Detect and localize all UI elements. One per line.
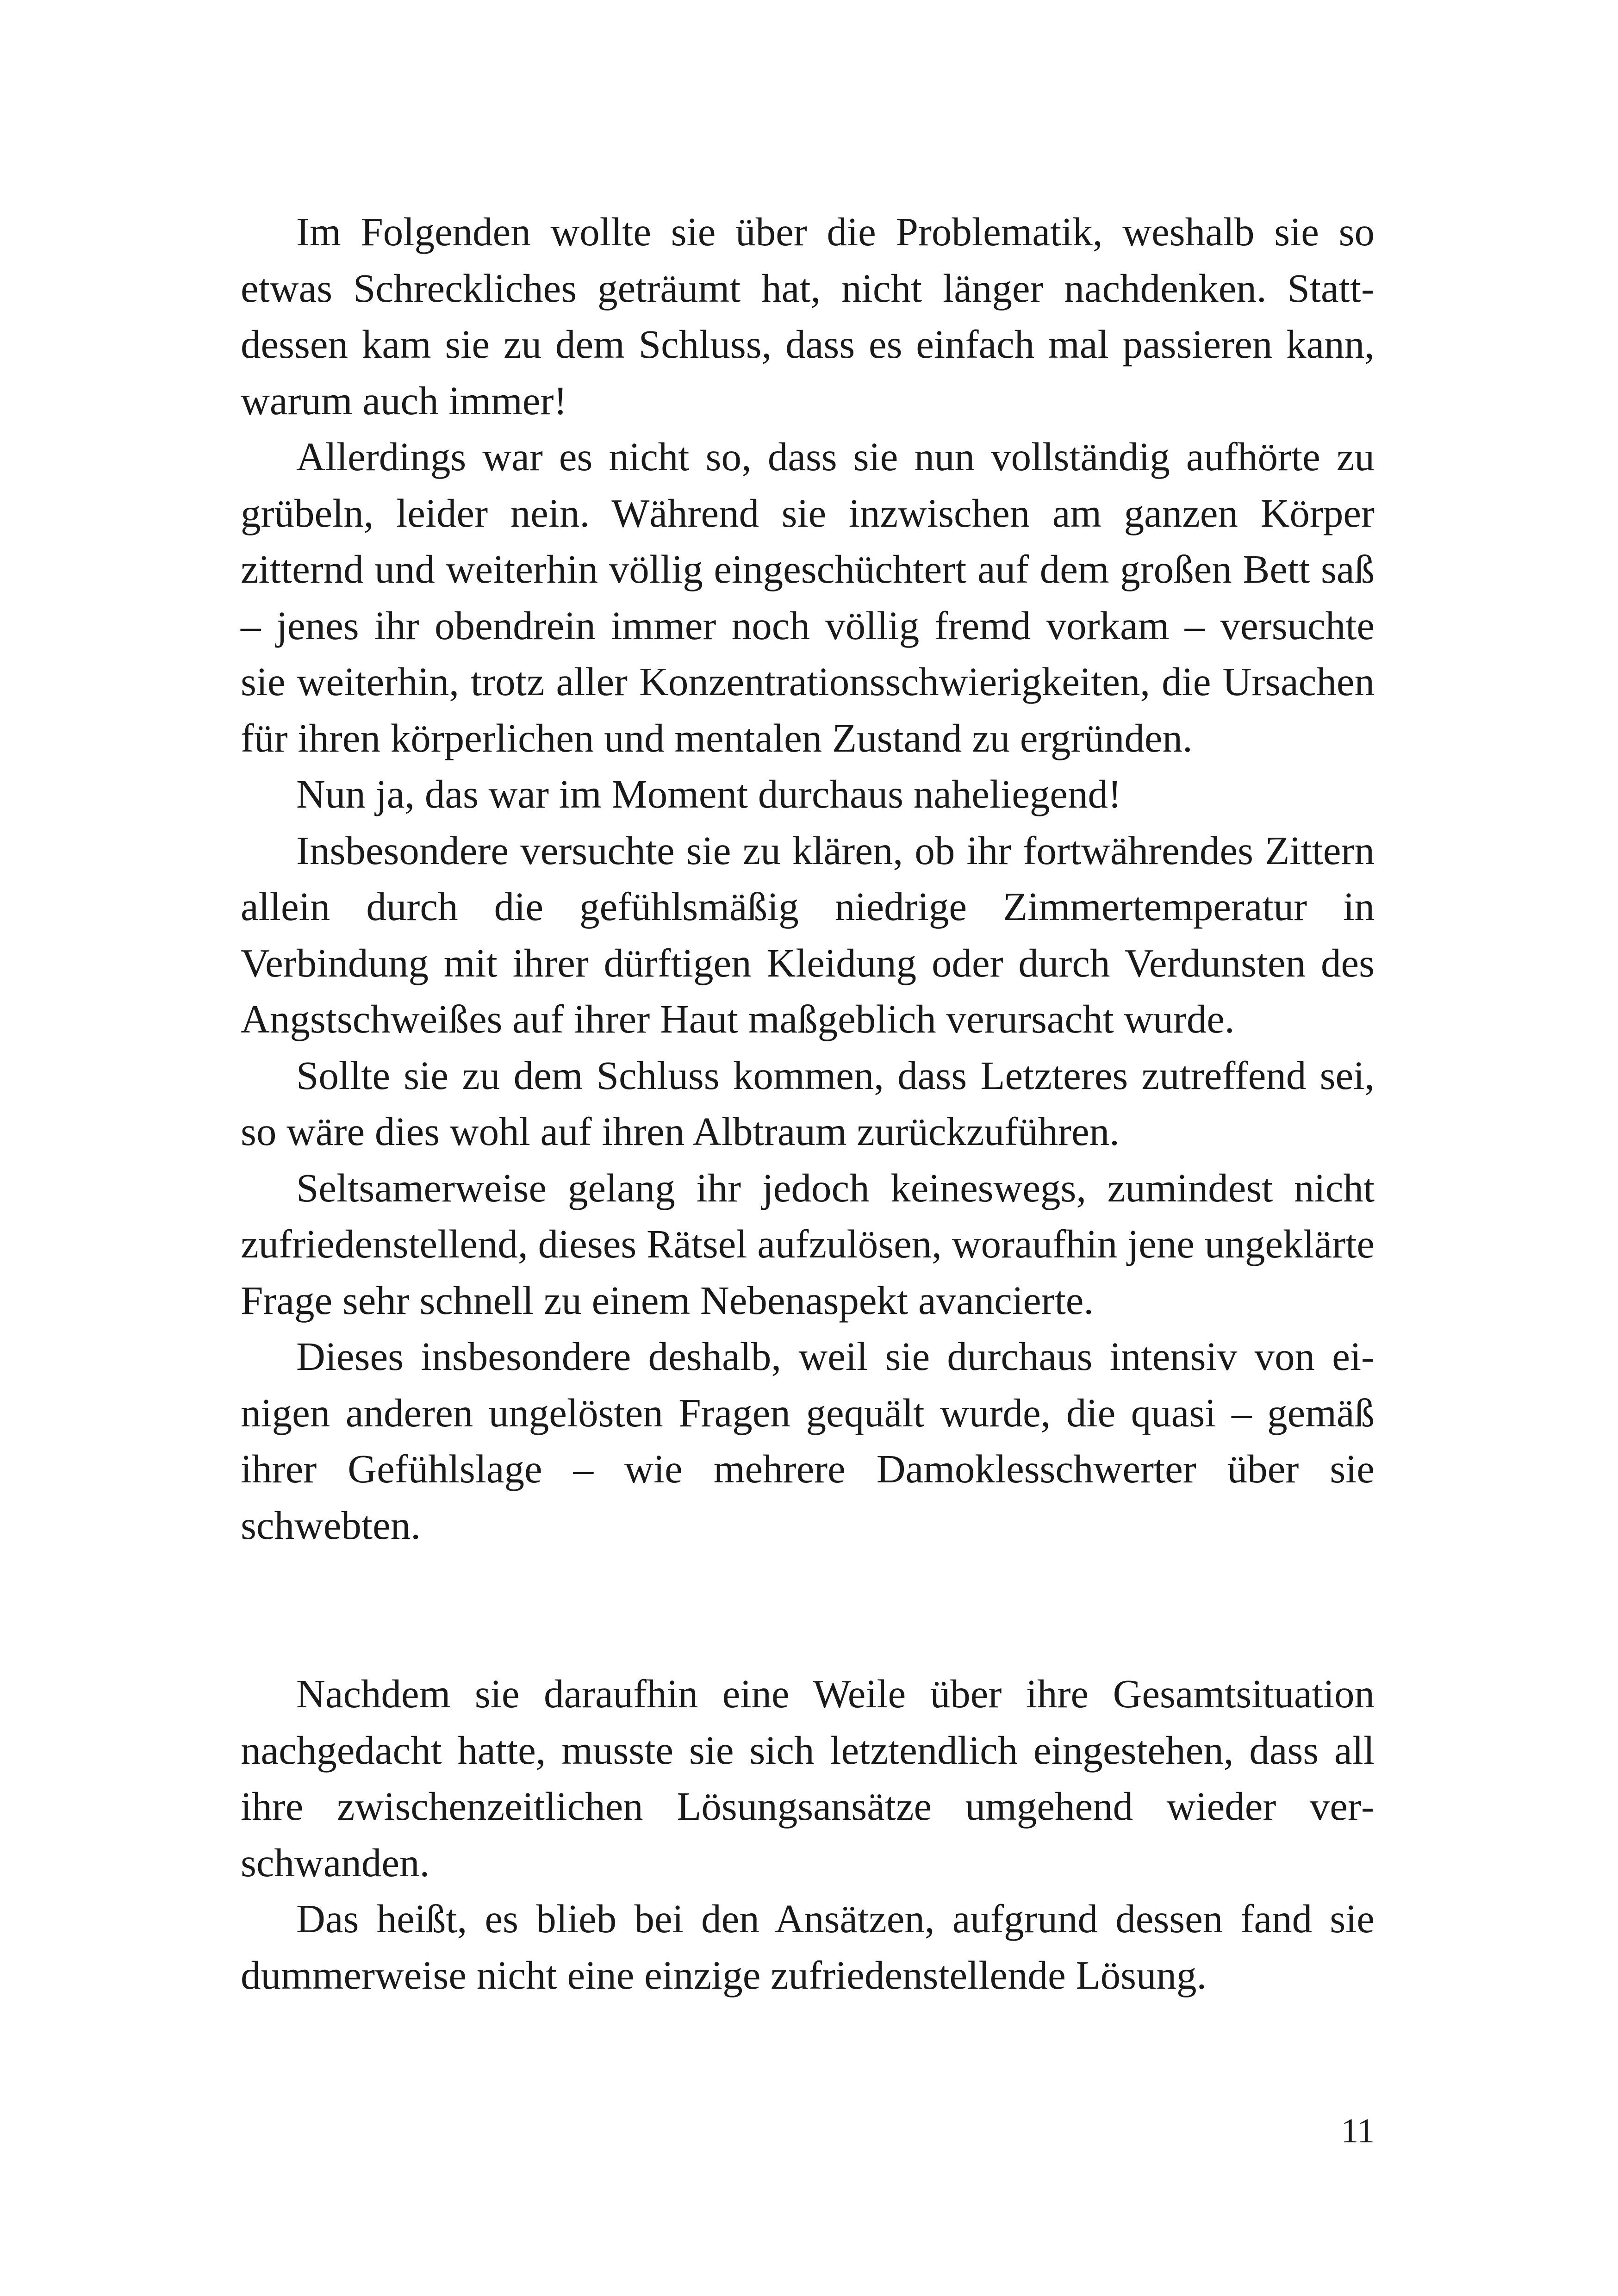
paragraph-section-start: Nachdem sie daraufhin eine Weile über ihre Gesamtsituation nachgedacht hatte, musste sie sich letztendlich eingestehen, dass all ihre zwischenzeitlichen Lösungsansätze umgehend wieder verschwanden. — [241, 1671, 1375, 1885]
paragraph: Das heißt, es blieb bei den Ansätzen, aufgrund dessen fand sie dummerweise nicht eine einzige zufriedenstellende Lösung. — [241, 1896, 1375, 1997]
paragraph: Seltsamerweise gelang ihr jedoch keineswegs, zumindest nicht zufriedenstellend, dieses Rätsel aufzulösen, woraufhin jene ungeklärte Frage sehr schnell zu einem Nebenaspekt avancierte. — [241, 1165, 1375, 1323]
paragraph: Sollte sie zu dem Schluss kommen, dass Letzteres zutreffend sei, so wäre dies wohl auf ihren Albtraum zurückzuführen. — [241, 1052, 1375, 1154]
paragraph: Insbesondere versuchte sie zu klären, ob ihr fortwährendes Zittern allein durch die gefühlsmäßig niedrige Zimmertemperatur in Verbindung mit ihrer dürftigen Kleidung oder durch Verdunsten des Angstschweißes auf ihrer Haut maßgeblich verursacht wurde. — [241, 828, 1375, 1041]
paragraph: Dieses insbesondere deshalb, weil sie durchaus intensiv von einigen anderen ungelösten Fragen gequält wurde, die quasi – gemäß ihrer Gefühlslage – wie mehrere Damoklesschwerter über sie schwebten. — [241, 1334, 1375, 1548]
page-number: 11 — [1341, 2112, 1375, 2150]
body-text — [241, 204, 1375, 2003]
paragraph: Nun ja, das war im Moment durchaus naheliegend! — [296, 772, 1121, 816]
paragraph: Allerdings war es nicht so, dass sie nun vollständig aufhörte zu grübeln, leider nein. Während sie inzwischen am ganzen Körper zitternd und weiterhin völlig eingeschüchtert auf dem großen Bett saß – jenes ihr obendrein immer noch völlig fremd vorkam – versuchte sie weiterhin, trotz aller Konzentrationsschwierigkeiten, die Ursachen für ihren körperlichen und mentalen Zustand zu ergründen. — [241, 434, 1375, 760]
paragraph: Im Folgenden wollte sie über die Problematik, weshalb sie so etwas Schreckliches geträumt hat, nicht länger nachdenken. Stattdessen kam sie zu dem Schluss, dass es einfach mal passieren kann, warum auch immer! — [241, 209, 1375, 423]
